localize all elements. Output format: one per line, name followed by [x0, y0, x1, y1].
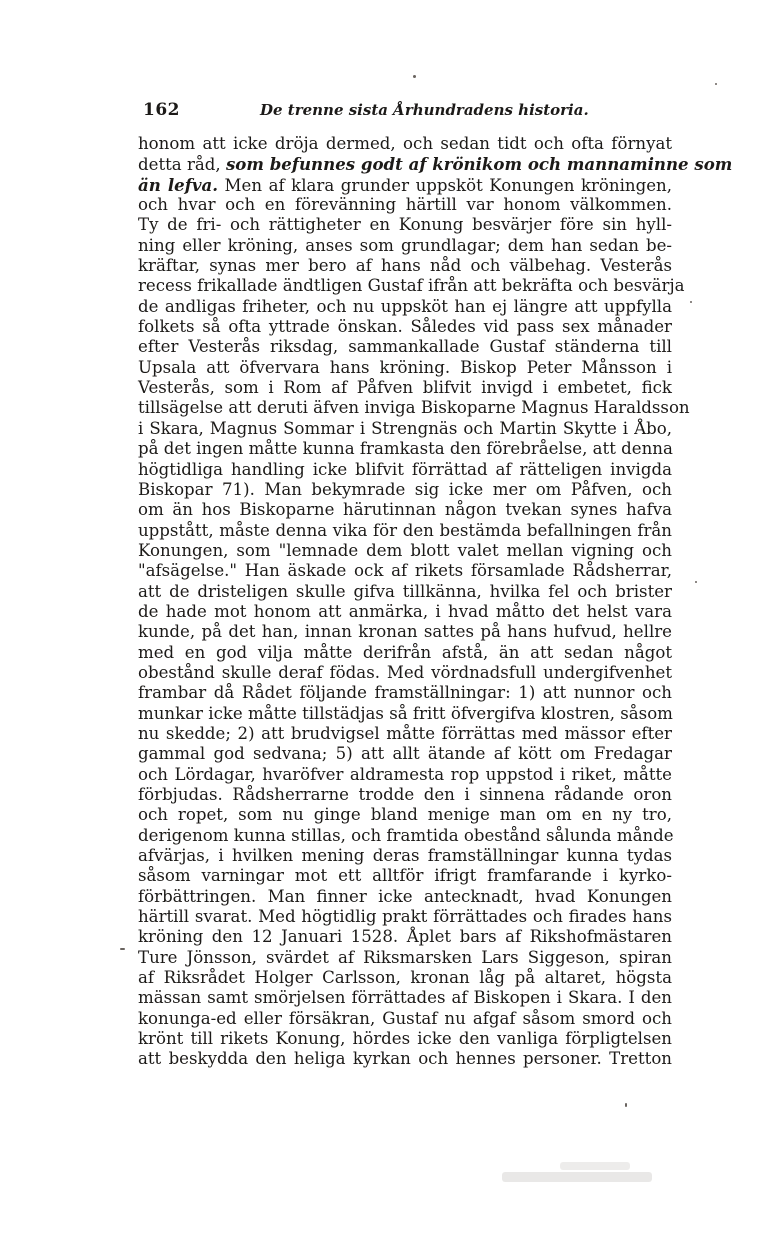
line-text: och hvar och en förevänning härtill var honom välkommen.	[138, 195, 672, 215]
text-line	[138, 541, 672, 561]
text-line	[138, 704, 672, 724]
line-text: förbättringen. Man finner icke antecknadt, hvad Konungen	[138, 886, 672, 906]
line-text: folkets så ofta yttrade önskan. Således vid pass sex månader	[138, 317, 672, 337]
text-line	[138, 195, 672, 215]
text-line	[138, 337, 672, 357]
text-line	[138, 866, 672, 886]
line-text: detta råd,	[138, 155, 226, 175]
print-speck	[413, 75, 416, 78]
print-speck	[715, 83, 717, 85]
text-line	[138, 948, 672, 968]
page-number: 162	[143, 100, 180, 120]
text-line	[138, 724, 672, 744]
body-text	[138, 134, 733, 1070]
text-line	[138, 846, 672, 866]
print-speck	[690, 301, 692, 303]
text-line	[138, 154, 733, 175]
text-line	[138, 256, 672, 276]
print-speck	[625, 1103, 627, 1107]
line-text: på det ingen måtte kunna framkasta den förebråelse, att denna	[138, 439, 673, 459]
line-text: förbjudas. Rådsherrarne trodde den i sinnena rådande oron	[138, 785, 672, 804]
text-line	[138, 643, 672, 663]
text-line	[138, 276, 685, 296]
line-text: gammal god sedvana; 5) att allt ätande af kött om Fredagar	[138, 744, 672, 764]
text-line	[138, 215, 672, 235]
line-text: i Skara, Magnus Sommar i Strengnäs och Martin Skytte i Åbo,	[138, 418, 672, 438]
line-text: frambar då Rådet följande framställningar: 1) att nunnor och	[138, 683, 672, 703]
text-line	[138, 561, 672, 581]
text-line	[138, 887, 672, 907]
print-speck	[120, 948, 125, 950]
line-text: Vesterås, som i Rom af Påfven blifvit invigd i embetet, fick	[138, 378, 672, 398]
text-line	[138, 785, 672, 805]
text-line	[138, 358, 672, 378]
text-line	[138, 622, 672, 642]
line-text: tillsägelse att deruti äfven inviga Biskoparne Magnus Haraldsson	[138, 398, 690, 418]
text-line	[138, 1029, 672, 1049]
library-stamp-smudge	[500, 1158, 660, 1198]
line-text: att beskydda den heliga kyrkan och hennes personer. Tretton	[138, 1049, 672, 1069]
text-line	[138, 744, 672, 764]
line-text: Upsala att öfvervara hans kröning. Biskop Peter Månsson i	[138, 357, 672, 377]
line-text: kräftar, synas mer bero af hans nåd och välbehag. Vesterås	[138, 256, 672, 276]
line-text: Ty de fri- och rättigheter en Konung besvärjer före sin hyll-	[138, 215, 672, 235]
line-text: såsom varningar mot ett alltför ifrigt framfarande i kyrko-	[138, 866, 672, 886]
line-text: krönt till rikets Konung, hördes icke den vanliga förpligtelsen	[138, 1029, 672, 1049]
text-line	[138, 663, 672, 683]
line-text: konunga-ed eller försäkran, Gustaf nu afgaf såsom smord och	[138, 1008, 672, 1028]
text-line	[138, 988, 672, 1008]
line-text: och ropet, som nu ginge bland menige man om en ny tro,	[138, 805, 672, 825]
line-text: och Lördagar, hvaröfver aldramesta rop uppstod i riket, måtte	[138, 764, 672, 784]
line-text: om än hos Biskoparne härutinnan någon tvekan synes hafva	[138, 500, 672, 520]
line-text: kröning den 12 Januari 1528. Åplet bars af Rikshofmästaren	[138, 927, 672, 947]
line-text: afvärjas, i hvilken mening deras framställningar kunna tydas	[138, 846, 672, 866]
text-line	[138, 175, 672, 195]
line-text: att de dristeligen skulle gifva tillkänna, hvilka fel och brister	[138, 581, 672, 601]
line-text: uppstått, måste denna vika för den bestämda befallningen från	[138, 520, 672, 540]
page-header	[143, 100, 671, 122]
text-line	[138, 460, 672, 480]
text-line	[138, 826, 672, 846]
line-text: mässan samt smörjelsen förrättades af Biskopen i Skara. I den	[138, 988, 672, 1008]
line-text: Biskopar 71). Man bekymrade sig icke mer om Påfven, och	[138, 479, 672, 499]
text-line	[138, 683, 672, 703]
italic-run: än lefva.	[138, 174, 219, 195]
line-text: efter Vesterås riksdag, sammankallade Gustaf ständerna till	[138, 337, 672, 357]
line-text: Ture Jönsson, svärdet af Riksmarsken Lars Siggeson, spiran	[138, 947, 672, 967]
text-line	[138, 1049, 672, 1069]
text-line	[138, 297, 672, 317]
text-line	[138, 805, 672, 825]
line-text: derigenom kunna stillas, och framtida obestånd sålunda månde	[138, 825, 674, 845]
text-line	[138, 398, 690, 418]
text-line	[138, 480, 672, 500]
text-line	[138, 419, 672, 439]
line-text: kunde, på det han, innan kronan sattes på hans hufvud, hellre	[138, 622, 672, 642]
text-line	[138, 236, 672, 256]
line-text: de andligas friheter, och nu uppsköt han ej längre att uppfylla	[138, 296, 672, 316]
line-text: Men af klara grunder uppsköt Konungen kröningen,	[218, 175, 673, 195]
text-line	[138, 907, 672, 927]
line-text: munkar icke måtte tillstädjas så fritt öfvergifva klostren, såsom	[138, 703, 673, 723]
text-line	[138, 439, 672, 459]
text-line	[138, 582, 672, 602]
text-line	[138, 317, 672, 337]
text-line	[138, 500, 672, 520]
line-text: nu skedde; 2) att brudvigsel måtte förrättas med mässor efter	[138, 723, 672, 743]
running-title: De trenne sista Århundradens historia.	[260, 101, 589, 119]
print-speck	[695, 581, 697, 583]
line-text: med en god vilja måtte derifrån afstå, än att sedan något	[138, 642, 672, 662]
line-text: "afsägelse." Han äskade ock af rikets församlade Rådsherrar,	[138, 561, 672, 581]
text-line	[138, 1009, 672, 1029]
line-text: högtidliga handling icke blifvit förrättad af rätteligen invigda	[138, 459, 672, 479]
line-text: ning eller kröning, anses som grundlagar; dem han sedan be-	[138, 235, 672, 255]
text-line	[138, 378, 672, 398]
text-line	[138, 927, 672, 947]
line-text: obestånd skulle deraf födas. Med vördnadsfull undergifvenhet	[138, 662, 672, 682]
text-line	[138, 521, 672, 541]
line-text: Konungen, som "lemnade dem blott valet mellan vigning och	[138, 540, 672, 560]
line-text: af Riksrådet Holger Carlsson, kronan låg på altaret, högsta	[138, 968, 672, 988]
text-line	[138, 602, 672, 622]
text-line	[138, 134, 672, 154]
line-text: recess frikallade ändtligen Gustaf ifrån att bekräfta och besvärja	[138, 276, 685, 296]
text-line	[138, 765, 672, 785]
italic-run: som befunnes godt af krönikom och mannaminne som	[225, 154, 733, 175]
line-text: honom att icke dröja dermed, och sedan tidt och ofta förnyat	[138, 134, 672, 153]
text-line	[138, 968, 672, 988]
line-text: härtill svarat. Med högtidlig prakt förrättades och firades hans	[138, 907, 672, 927]
line-text: de hade mot honom att anmärka, i hvad måtto det helst vara	[138, 601, 672, 621]
